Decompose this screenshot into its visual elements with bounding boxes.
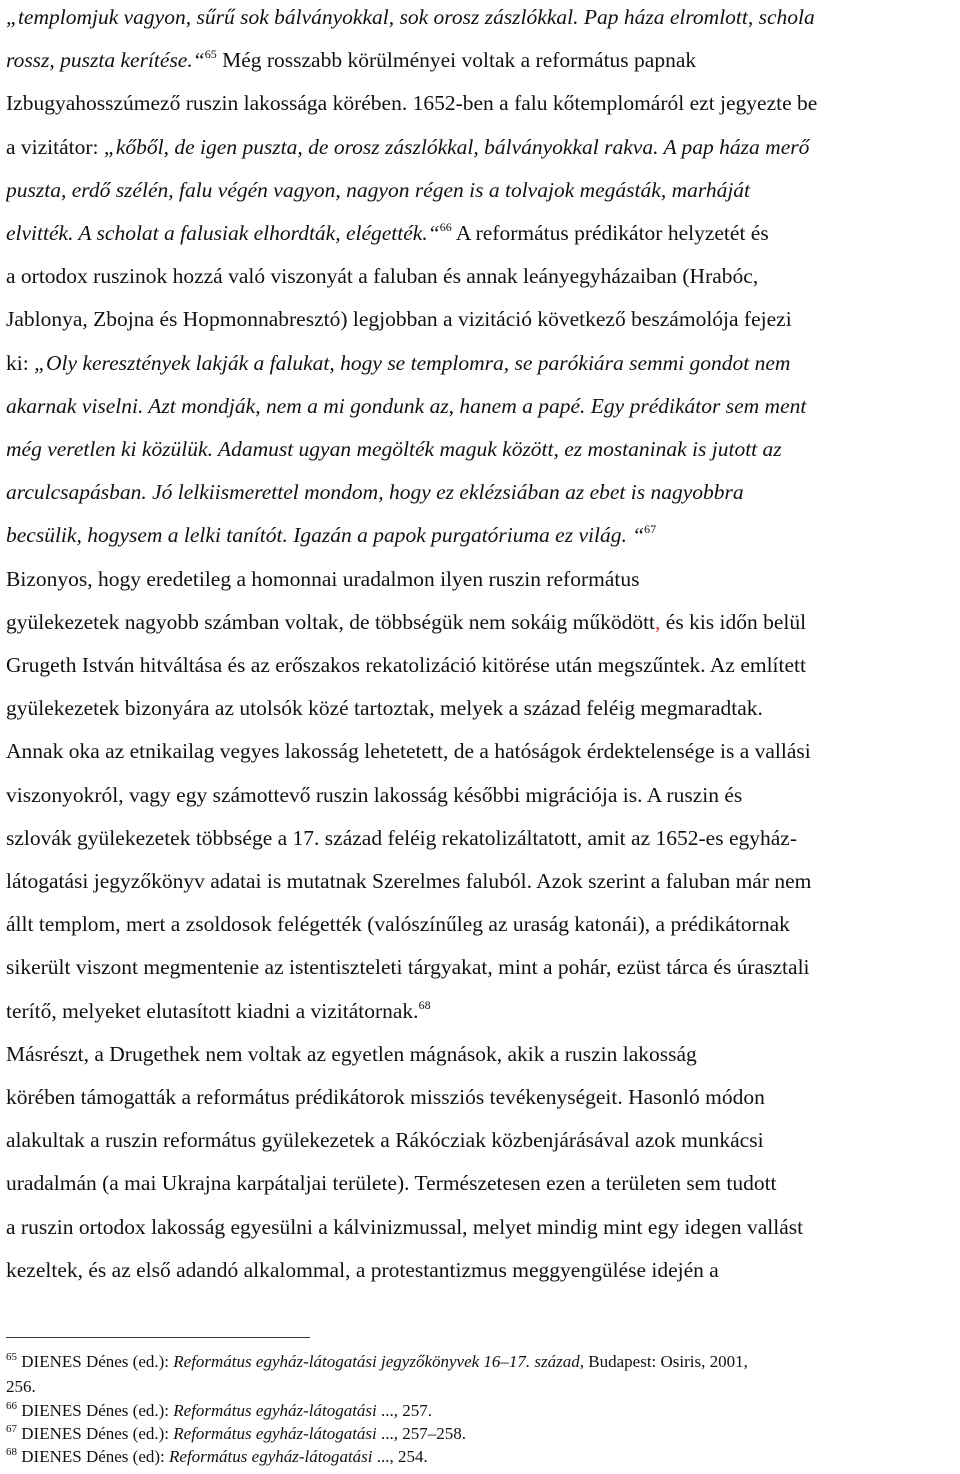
text-line [6, 564, 956, 594]
text-run: DIENES Dénes (ed): [17, 1447, 170, 1466]
text-line [6, 45, 956, 75]
footnote-ref: 68 [418, 997, 431, 1012]
text-line [6, 780, 956, 810]
text-run: DIENES Dénes (ed.): [17, 1424, 174, 1443]
footnote-ref: 67 [6, 1423, 17, 1435]
text-run: rossz, puszta kerítése. [6, 48, 193, 73]
text-line [6, 175, 956, 205]
text-run: DIENES Dénes (ed.): [17, 1352, 174, 1371]
text-run: kezeltek, és az első adandó alkalommal, a protestantizmus meggyengülése idején a [6, 1257, 719, 1282]
footnote-line [6, 1401, 956, 1421]
text-line [6, 2, 956, 32]
text-line [6, 607, 956, 637]
text-run: gyülekezetek bizonyára az utolsók közé tartoztak, melyek a század feléig megmaradtak. [6, 696, 763, 721]
footnote-line [6, 1352, 956, 1372]
footnote-line [6, 1424, 956, 1444]
footnote-ref: 65 [6, 1351, 17, 1363]
text-run: Református egyház-látogatási [173, 1424, 377, 1443]
text-line [6, 693, 956, 723]
text-line [6, 952, 956, 982]
text-run: Jablonya, Zbojna és Hopmonnabresztó) legjobban a vizitáció következő beszámolója fejezi [6, 307, 792, 332]
text-run: a vizitátor: [6, 134, 104, 159]
footnote-line [6, 1377, 956, 1397]
text-line [6, 304, 956, 334]
text-run: Grugeth István hitváltása és az erőszakos rekatolizáció kitörése után megszűntek. Az említett [6, 653, 806, 677]
footnote-ref: 66 [6, 1400, 17, 1412]
text-run: puszta, erdő szélén, falu végén vagyon, nagyon régen is a tolvajok megásták, marháját [6, 177, 751, 202]
text-run: Református egyház-látogatási jegyzőkönyvek 16–17. század [173, 1352, 580, 1371]
text-line [6, 132, 956, 162]
text-line [6, 520, 956, 550]
text-run: „kőből, de igen puszta, de orosz zászlókkal, bálványokkal rakva. [103, 134, 664, 159]
text-run: Másrészt, a Drugethek nem voltak az egyetlen mágnások, akik a ruszin lakosság [6, 1041, 697, 1066]
text-run: viszonyokról, vagy egy számottevő ruszin lakosság későbbi migrációja is. A ruszin és [6, 782, 743, 807]
text-run: állt templom, mert a zsoldosok felégették (valószínűleg az uraság katonái), a prédikátornak [6, 912, 790, 937]
text-run: elvitték. A scholat a falusiak elhordták, elégették.“ [6, 221, 440, 245]
text-run: , [655, 609, 661, 634]
text-line [6, 909, 956, 939]
text-line [6, 348, 956, 378]
text-run: gyülekezetek nagyobb számban voltak, de többségük nem sokáig működött [6, 609, 656, 634]
text-run: Annak oka az etnikailag vegyes lakosság lehetetett, de a hatóságok érdektelensége is a vallási [6, 739, 811, 764]
text-run: akarnak viselni. Azt mondják, nem a mi gondunk az, hanem a papé. Egy prédikátor sem ment [6, 393, 807, 418]
text-run: “ [192, 48, 205, 73]
text-run: Református egyház-látogatási [173, 1401, 377, 1420]
text-line [6, 261, 956, 291]
text-run: 256. [6, 1377, 36, 1396]
text-run: „Oly keresztények lakják a falukat, hogy se templomra, se parókiára semmi gondot nem [34, 350, 791, 375]
text-run: és kis időn belül [660, 609, 807, 634]
text-line [6, 650, 956, 680]
text-run: A református prédikátor helyzetét és [451, 221, 769, 245]
footnote-ref: 65 [204, 47, 217, 62]
text-run: ..., 254. [372, 1447, 428, 1466]
footnote-ref: 68 [6, 1446, 17, 1458]
text-line [6, 1255, 956, 1285]
text-run: A pap háza merő [663, 134, 810, 159]
text-run: sikerült viszont megmentenie az istentiszteleti tárgyakat, mint a pohár, ezüst tárca és úrasztali [6, 955, 810, 980]
text-run: szlovák gyülekezetek többsége a 17. század feléig rekatolizáltatott, amit az 1652-es egyház- [6, 825, 797, 850]
text-line [6, 434, 956, 464]
text-run: “ [626, 523, 645, 548]
text-run: Még rosszabb körülményei voltak a református papnak [216, 48, 697, 73]
text-run: terítő, melyeket elutasított kiadni a vizitátornak. [6, 998, 419, 1023]
text-line [6, 218, 956, 248]
text-run: még veretlen ki közülük. Adamust ugyan megölték maguk között, ez mostaninak is jutott az [6, 437, 782, 461]
text-run: alakultak a ruszin református gyülekezetek a Rákócziak közbenjárásával azok munkácsi [6, 1128, 764, 1153]
text-line [6, 823, 956, 853]
text-line [6, 391, 956, 421]
text-line [6, 736, 956, 766]
text-run: DIENES Dénes (ed.): [17, 1401, 174, 1420]
text-line [6, 477, 956, 507]
text-run: ki: [6, 350, 35, 375]
text-run: Izbugyahosszúmező ruszin lakossága körében. 1652-ben a falu kőtemplomáról ezt jegyezte be [6, 91, 818, 116]
footnote-ref: 66 [439, 220, 452, 234]
footnote-line [6, 1447, 956, 1467]
footnote-separator [6, 1337, 310, 1338]
text-line [6, 1039, 956, 1069]
text-run: körében támogatták a református prédikátorok missziós tevékenységeit. Hasonló módon [6, 1085, 765, 1109]
text-line [6, 88, 956, 118]
text-run: ..., 257–258. [376, 1424, 467, 1443]
text-run: Református egyház-látogatási [169, 1447, 373, 1466]
text-line [6, 1168, 956, 1198]
text-run: ..., 257. [376, 1401, 433, 1420]
text-run: látogatási jegyzőkönyv adatai is mutatnak Szerelmes faluból. Azok szerint a faluban már nem [6, 869, 812, 893]
text-run: „templomjuk vagyon, sűrű sok bálványokkal, sok orosz zászlókkal. Pap háza elromlott, schola [6, 5, 815, 29]
text-run: arculcsapásban. Jó lelkiismerettel mondom, hogy ez eklézsiában az ebet is nagyobbra [6, 480, 744, 505]
text-run: a ortodox ruszinok hozzá való viszonyát a faluban és annak leányegyházaiban (Hrabóc, [6, 264, 759, 289]
text-run: Bizonyos, hogy eredetileg a homonnai uradalmon ilyen ruszin református [6, 566, 640, 591]
text-line [6, 1082, 956, 1112]
footnote-ref: 67 [644, 522, 657, 537]
text-run: , Budapest: Osiris, 2001, [579, 1352, 748, 1371]
text-line [6, 996, 956, 1026]
text-run: a ruszin ortodox lakosság egyesülni a kálvinizmussal, melyet mindig mint egy idegen vallást [6, 1214, 804, 1239]
text-line [6, 866, 956, 896]
text-line [6, 1125, 956, 1155]
text-run: uradalmán (a mai Ukrajna karpátaljai területe). Természetesen ezen a területen sem tudott [6, 1171, 777, 1196]
text-run: becsülik, hogysem a lelki tanítót. Igazán a papok purgatóriuma ez világ. [6, 523, 627, 548]
text-line [6, 1212, 956, 1242]
